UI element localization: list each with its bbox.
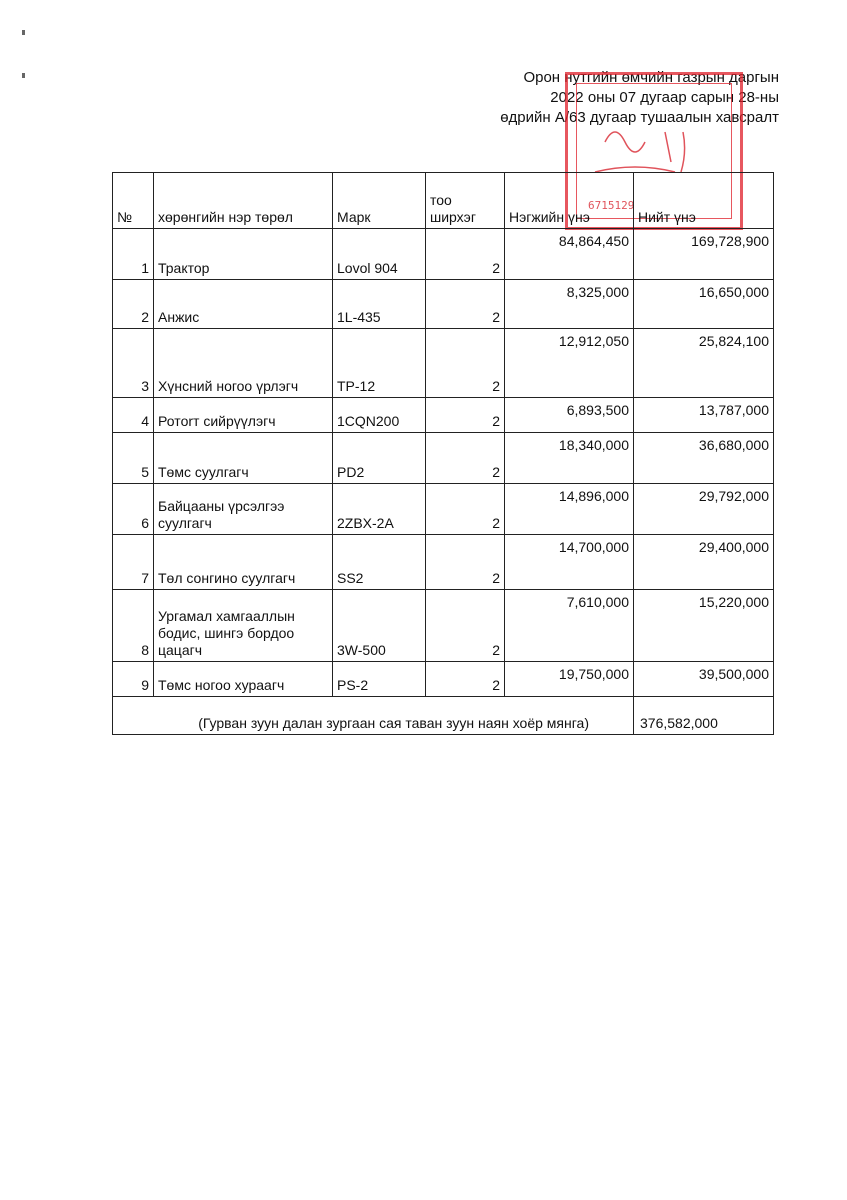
total-price: 16,650,000 bbox=[634, 280, 774, 329]
row-number: 1 bbox=[113, 229, 154, 280]
total-price: 39,500,000 bbox=[634, 662, 774, 697]
asset-quantity: 2 bbox=[426, 229, 505, 280]
asset-name: Ургамал хамгааллын бодис, шингэ бордоо цацагч bbox=[154, 590, 333, 662]
asset-brand: PS-2 bbox=[333, 662, 426, 697]
total-price: 29,400,000 bbox=[634, 535, 774, 590]
header-line-1: Орон нутгийн өмчийн газрын даргын bbox=[523, 69, 779, 86]
total-price: 36,680,000 bbox=[634, 433, 774, 484]
table-row bbox=[113, 229, 774, 280]
header-name: хөрөнгийн нэр төрөл bbox=[154, 173, 333, 229]
asset-brand: TP-12 bbox=[333, 329, 426, 398]
asset-brand: 3W-500 bbox=[333, 590, 426, 662]
asset-name: Анжис bbox=[154, 280, 333, 329]
asset-quantity: 2 bbox=[426, 280, 505, 329]
scan-mark bbox=[22, 30, 25, 35]
unit-price: 84,864,450 bbox=[505, 229, 634, 280]
asset-quantity: 2 bbox=[426, 535, 505, 590]
row-number: 8 bbox=[113, 590, 154, 662]
table-header-row bbox=[113, 173, 774, 229]
unit-price: 14,700,000 bbox=[505, 535, 634, 590]
stamp-number: 6715129 bbox=[588, 199, 635, 212]
total-price: 169,728,900 bbox=[634, 229, 774, 280]
summary-row bbox=[113, 697, 774, 735]
asset-name: Төл сонгино суулгагч bbox=[154, 535, 333, 590]
row-number: 2 bbox=[113, 280, 154, 329]
asset-brand: 2ZBX-2A bbox=[333, 484, 426, 535]
unit-price: 8,325,000 bbox=[505, 280, 634, 329]
table-row bbox=[113, 484, 774, 535]
row-number: 6 bbox=[113, 484, 154, 535]
asset-quantity: 2 bbox=[426, 484, 505, 535]
table-row bbox=[113, 280, 774, 329]
table-row bbox=[113, 590, 774, 662]
asset-brand: SS2 bbox=[333, 535, 426, 590]
header-unit-price: Нэгжийн үнэ bbox=[505, 173, 634, 229]
summary-total: 376,582,000 bbox=[634, 697, 774, 735]
total-price: 29,792,000 bbox=[634, 484, 774, 535]
unit-price: 6,893,500 bbox=[505, 398, 634, 433]
table-row bbox=[113, 662, 774, 697]
asset-quantity: 2 bbox=[426, 590, 505, 662]
table-row bbox=[113, 398, 774, 433]
asset-quantity: 2 bbox=[426, 433, 505, 484]
asset-quantity: 2 bbox=[426, 329, 505, 398]
asset-name: Хүнсний ногоо үрлэгч bbox=[154, 329, 333, 398]
asset-quantity: 2 bbox=[426, 398, 505, 433]
asset-brand: PD2 bbox=[333, 433, 426, 484]
total-price: 25,824,100 bbox=[634, 329, 774, 398]
table-row bbox=[113, 329, 774, 398]
asset-name: Байцааны үрсэлгээ суулгагч bbox=[154, 484, 333, 535]
unit-price: 14,896,000 bbox=[505, 484, 634, 535]
total-price: 13,787,000 bbox=[634, 398, 774, 433]
asset-brand: 1L-435 bbox=[333, 280, 426, 329]
header-brand: Марк bbox=[333, 173, 426, 229]
row-number: 4 bbox=[113, 398, 154, 433]
asset-name: Ротorт сийрүүлэгч bbox=[154, 398, 333, 433]
summary-text: (Гурван зуун далан зургаан сая таван зуун наян хоёр мянга) bbox=[113, 697, 634, 735]
unit-price: 7,610,000 bbox=[505, 590, 634, 662]
table-row bbox=[113, 535, 774, 590]
document-header bbox=[500, 68, 779, 128]
header-qty: тоо ширхэг bbox=[426, 173, 505, 229]
header-line-3: өдрийн A/63 дугаар тушаалын хавсралт bbox=[500, 109, 779, 126]
unit-price: 18,340,000 bbox=[505, 433, 634, 484]
table-row bbox=[113, 433, 774, 484]
header-no: № bbox=[113, 173, 154, 229]
scan-mark bbox=[22, 73, 25, 78]
asset-name: Төмс суулгагч bbox=[154, 433, 333, 484]
row-number: 7 bbox=[113, 535, 154, 590]
asset-name: Трактор bbox=[154, 229, 333, 280]
asset-brand: 1CQN200 bbox=[333, 398, 426, 433]
row-number: 5 bbox=[113, 433, 154, 484]
asset-brand: Lovol 904 bbox=[333, 229, 426, 280]
asset-quantity: 2 bbox=[426, 662, 505, 697]
row-number: 3 bbox=[113, 329, 154, 398]
asset-table bbox=[112, 172, 774, 735]
header-total-price: Нийт үнэ bbox=[634, 173, 774, 229]
total-price: 15,220,000 bbox=[634, 590, 774, 662]
asset-name: Төмс ногоо хураагч bbox=[154, 662, 333, 697]
unit-price: 19,750,000 bbox=[505, 662, 634, 697]
unit-price: 12,912,050 bbox=[505, 329, 634, 398]
header-line-2: 2022 оны 07 дугаар сарын 28-ны bbox=[550, 89, 779, 106]
row-number: 9 bbox=[113, 662, 154, 697]
